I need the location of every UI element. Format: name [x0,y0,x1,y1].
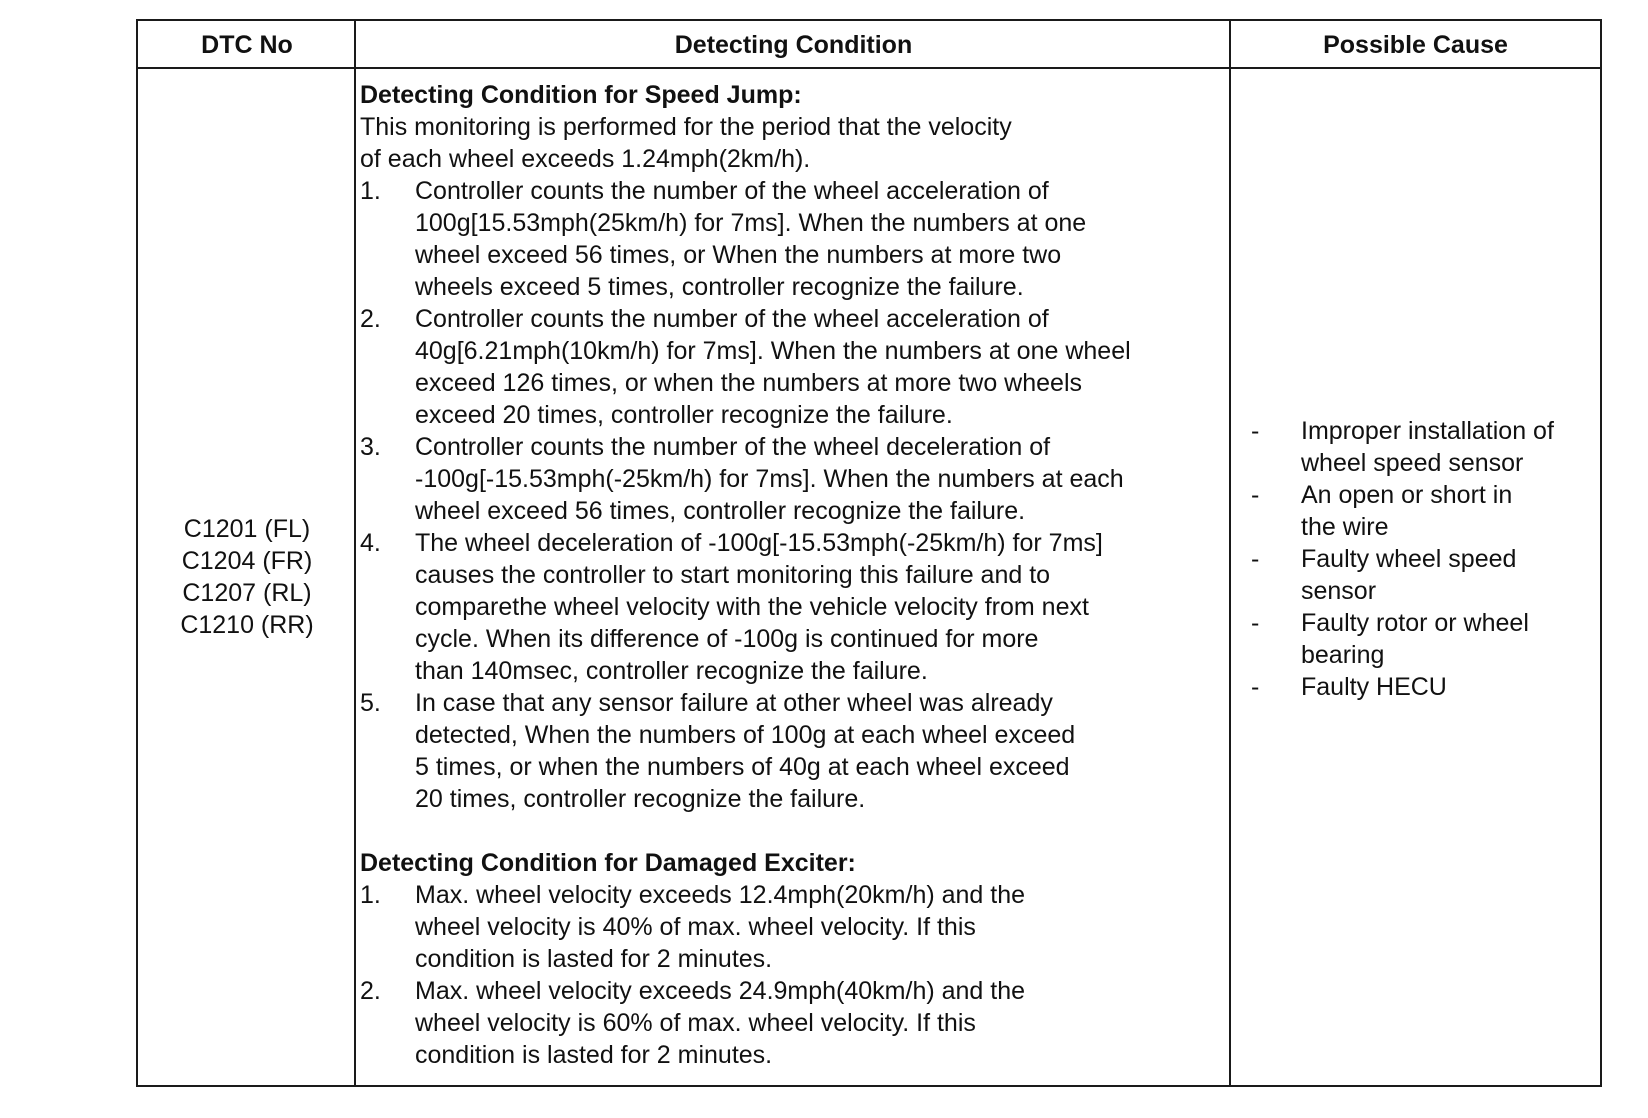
intro-line: of each wheel exceeds 1.24mph(2km/h). [360,145,811,173]
detecting-condition-cell [360,79,1220,1071]
item-line: 5 times, or when the numbers of 40g at each wheel exceed [415,753,1070,781]
condition-item [360,175,1220,303]
cause-line: sensor [1301,577,1377,605]
item-line: Controller counts the number of the wheel acceleration of [415,305,1049,333]
item-line: 40g[6.21mph(10km/h) for 7ms]. When the numbers at one wheel [415,337,1131,365]
possible-cause-cell [1231,69,1602,1085]
item-line: than 140msec, controller recognize the failure. [415,657,928,685]
item-line: Max. wheel velocity exceeds 24.9mph(40km/h) and the [415,977,1026,1005]
item-number: 1. [360,177,381,205]
cause-list [1231,415,1602,703]
item-line: Controller counts the number of the wheel acceleration of [415,177,1049,205]
condition-item [360,431,1220,527]
cause-line: wheel speed sensor [1301,449,1524,477]
dtc-cell [138,69,356,1085]
item-line: In case that any sensor failure at other wheel was already [415,689,1053,717]
item-line: exceed 20 times, controller recognize the failure. [415,401,953,429]
cause-line: Faulty rotor or wheel [1301,609,1529,637]
cause-item [1231,415,1602,479]
bullet-dash: - [1251,609,1260,637]
dtc-table [136,19,1602,1087]
item-number: 2. [360,977,381,1005]
dtc-code: C1204 (FR) [181,547,313,575]
item-line: comparethe wheel velocity with the vehicle velocity from next [415,593,1089,621]
item-number: 2. [360,305,381,333]
item-line: condition is lasted for 2 minutes. [415,1041,773,1069]
item-line: condition is lasted for 2 minutes. [415,945,773,973]
item-line: -100g[-15.53mph(-25km/h) for 7ms]. When the numbers at each [415,465,1124,493]
bullet-dash: - [1251,417,1260,445]
bullet-dash: - [1251,481,1260,509]
dtc-code-list [180,513,313,641]
bullet-dash: - [1251,673,1260,701]
item-line: detected, When the numbers of 100g at each wheel exceed [415,721,1076,749]
condition-item [360,527,1220,687]
item-line: wheel exceed 56 times, controller recognize the failure. [415,497,1026,525]
item-number: 5. [360,689,381,717]
condition-item [360,303,1220,431]
item-number: 4. [360,529,381,557]
cause-line: Faulty wheel speed [1301,545,1517,573]
cause-item [1231,479,1602,543]
item-line: wheel velocity is 40% of max. wheel velocity. If this [415,913,976,941]
damaged-exciter-heading: Detecting Condition for Damaged Exciter: [360,849,856,877]
cause-line: bearing [1301,641,1385,669]
condition-item [360,687,1220,815]
cause-item [1231,543,1602,607]
item-line: The wheel deceleration of -100g[-15.53mph(-25km/h) for 7ms] [415,529,1103,557]
cause-item [1231,607,1602,671]
section-spacer [360,815,1220,847]
item-line: 20 times, controller recognize the failure. [415,785,866,813]
condition-item [360,879,1220,975]
intro-line: This monitoring is performed for the period that the velocity [360,113,1012,141]
dtc-code: C1201 (FL) [183,515,311,543]
item-line: wheel velocity is 60% of max. wheel velocity. If this [415,1009,976,1037]
item-line: 100g[15.53mph(25km/h) for 7ms]. When the numbers at one [415,209,1087,237]
item-line: exceed 126 times, or when the numbers at more two wheels [415,369,1083,397]
cause-item [1231,671,1602,703]
speed-jump-heading: Detecting Condition for Speed Jump: [360,81,802,109]
cause-line: Improper installation of [1301,417,1554,445]
cause-line: Faulty HECU [1301,673,1447,701]
dtc-code: C1210 (RR) [180,611,314,639]
header-dtc-no: DTC No [138,21,356,69]
item-line: causes the controller to start monitoring this failure and to [415,561,1051,589]
item-line: wheels exceed 5 times, controller recognize the failure. [415,273,1024,301]
item-number: 3. [360,433,381,461]
header-possible-cause: Possible Cause [1231,21,1600,69]
cause-line: the wire [1301,513,1389,541]
item-line: Controller counts the number of the wheel deceleration of [415,433,1051,461]
item-line: wheel exceed 56 times, or When the numbers at more two [415,241,1062,269]
item-number: 1. [360,881,381,909]
header-detecting-condition: Detecting Condition [356,21,1231,69]
dtc-code: C1207 (RL) [182,579,312,607]
bullet-dash: - [1251,545,1260,573]
item-line: cycle. When its difference of -100g is continued for more [415,625,1039,653]
item-line: Max. wheel velocity exceeds 12.4mph(20km/h) and the [415,881,1026,909]
cause-line: An open or short in [1301,481,1513,509]
condition-item [360,975,1220,1071]
